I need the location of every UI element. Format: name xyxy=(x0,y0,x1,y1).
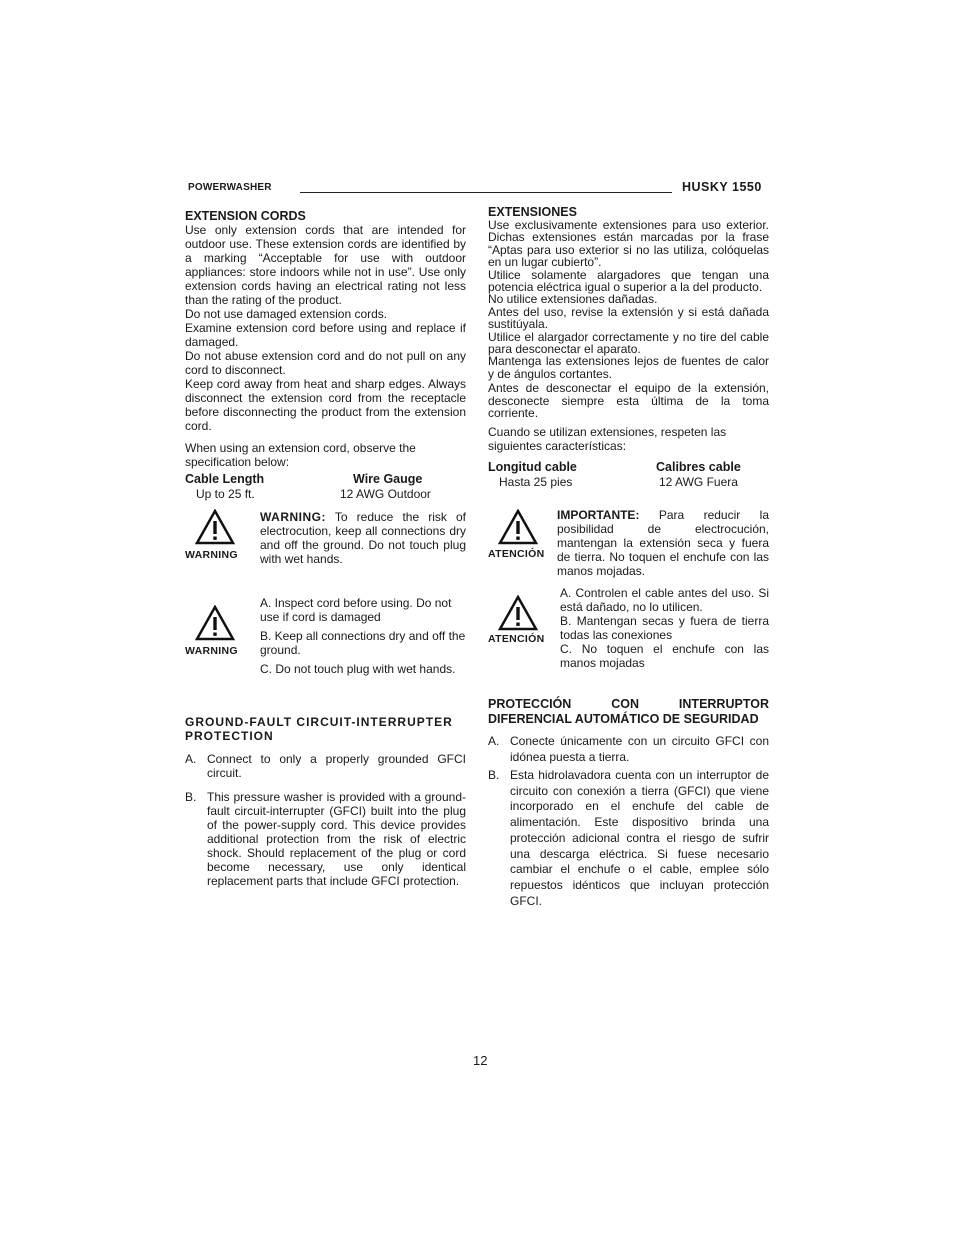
proteccion-item-a xyxy=(488,734,769,765)
warning-triangle-icon xyxy=(498,595,538,631)
extensiones-section xyxy=(488,205,769,420)
gfci-item-a-marker: A. xyxy=(185,752,197,766)
warning-1-lead: WARNING: xyxy=(260,510,326,524)
page-number: 12 xyxy=(473,1053,488,1068)
atencion-2-list xyxy=(560,586,769,670)
proteccion-item-a-marker: A. xyxy=(488,734,500,748)
spec-intro-es: Cuando se utilizan extensiones, respeten las siguientes características: xyxy=(488,425,727,453)
proteccion-item-b-marker: B. xyxy=(488,768,500,782)
extensiones-para-4: Antes del uso, revise la extensión y si está dañada sustitúyala. xyxy=(488,304,769,332)
warning-2-list xyxy=(260,596,466,676)
atencion-label: ATENCIÓN xyxy=(488,633,545,645)
warning-label: WARNING xyxy=(185,645,238,657)
extensiones-title: EXTENSIONES xyxy=(488,205,577,219)
gfci-item-a-text: Connect to only a properly grounded GFCI circuit. xyxy=(207,752,466,780)
importante-text xyxy=(557,508,769,578)
longitud-cable-value: Hasta 25 pies xyxy=(499,475,573,489)
atencion-2-item-a: A. Controlen el cable antes del uso. Si está dañado, no lo utilicen. xyxy=(560,586,769,614)
calibres-cable-header: Calibres cable xyxy=(656,460,741,474)
header-rule xyxy=(300,192,672,193)
extension-cords-title: EXTENSION CORDS xyxy=(185,209,306,223)
wire-gauge-header: Wire Gauge xyxy=(353,472,423,486)
extensiones-para-3: No utilice extensiones dañadas. xyxy=(488,292,658,307)
warning-2-item-a: A. Inspect cord before using. Do not use if cord is damaged xyxy=(260,596,452,624)
spec-intro: When using an extension cord, observe the specification below: xyxy=(185,441,416,469)
header-product-type: POWERWASHER xyxy=(188,182,272,193)
importante-lead: IMPORTANTE: xyxy=(557,508,640,522)
extensiones-para-1: Use exclusivamente extensiones para uso exterior. Dichas extensiones están marcadas por la frase “Aptas para uso exterior si no las utiliza, colóquelas en un lugar cubierto”. xyxy=(488,218,769,270)
warning-label: WARNING xyxy=(185,549,238,561)
extension-cords-para-2: Do not use damaged extension cords. xyxy=(185,307,388,321)
atencion-2-item-b: B. Mantengan secas y fuera de tierra todas las conexiones xyxy=(560,614,769,642)
calibres-cable-value: 12 AWG Fuera xyxy=(659,475,738,489)
extensiones-para-5: Utilice el alargador correctamente y no tire del cable para desconectar el aparato. xyxy=(488,329,769,357)
cable-length-header: Cable Length xyxy=(185,472,265,486)
extension-cords-section xyxy=(185,209,466,433)
gfci-item-b xyxy=(185,790,466,888)
extension-cords-para-4: Do not abuse extension cord and do not pull on any cord to disconnect. xyxy=(185,349,466,377)
warning-triangle-icon xyxy=(195,509,235,545)
wire-gauge-value: 12 AWG Outdoor xyxy=(340,487,431,501)
warning-1-text xyxy=(260,510,466,566)
warning-2-item-b: B. Keep all connections dry and off the ground. xyxy=(260,629,466,657)
extensiones-para-6: Mantenga las extensiones lejos de fuentes de calor y de ángulos cortantes. xyxy=(488,354,769,381)
longitud-cable-header: Longitud cable xyxy=(488,460,577,474)
proteccion-item-b-text: Esta hidrolavadora cuenta con un interruptor de circuito con conexión a tierra (GFCI) que viene incorporado en el enchufe del cable de alimentación. Este dispositivo brinda una protección adicional contra el riesgo de sufrir una descarga eléctrica. Si fuese necesario cambiar el enchufe o el cable, emplee sólo repuestos idénticos que incluyan protección GFCI. xyxy=(510,768,769,908)
gfci-title: GROUND-FAULT CIRCUIT-INTERRUPTER PROTECTION xyxy=(185,715,453,743)
header-model: HUSKY 1550 xyxy=(682,180,762,194)
proteccion-title: PROTECCIÓN CON INTERRUPTOR DIFERENCIAL AUTOMÁTICO DE SEGURIDAD xyxy=(488,697,769,726)
extension-cords-para-1: Use only extension cords that are intended for outdoor use. These extension cords are identified by a marking “Acceptable for use with outdoor appliances: store indoors while not in use”. Use only extension cords having an electrical rating not less than the rating of the product. xyxy=(185,223,466,307)
warning-triangle-icon xyxy=(498,509,538,545)
gfci-item-b-text: This pressure washer is provided with a ground-fault circuit-interrupter (GFCI) built into the plug of the power-supply cord. This device provides additional protection from the risk of electric shock. Should replacement of the plug or cord become necessary, use only identical replacement parts that include GFCI protection. xyxy=(207,790,466,888)
warning-triangle-icon xyxy=(195,605,235,641)
warning-1-body: To reduce the risk of electrocution, keep all connections dry and off the ground. Do not touch plug with wet hands. xyxy=(260,510,466,566)
extensiones-para-7: Antes de desconectar el equipo de la extensión, desconecte siempre esta última de la toma corriente. xyxy=(488,381,769,421)
importante-body: Para reducir la posibilidad de electrocución, mantengan la extensión seca y fuera de tierra. No toquen el enchufe con las manos mojadas. xyxy=(557,508,769,578)
proteccion-item-b xyxy=(488,768,769,909)
extension-cords-para-3: Examine extension cord before using and replace if damaged. xyxy=(185,321,466,349)
extension-cords-para-5: Keep cord away from heat and sharp edges. Always disconnect the extension cord from the receptacle before disconnecting the product from the extension cord. xyxy=(185,377,466,433)
gfci-item-a xyxy=(185,752,466,780)
cable-length-value: Up to 25 ft. xyxy=(196,487,255,501)
atencion-label: ATENCIÓN xyxy=(488,548,545,560)
extensiones-para-2: Utilice solamente alargadores que tengan una potencia eléctrica igual o superior a la del producto. xyxy=(488,267,769,295)
gfci-item-b-marker: B. xyxy=(185,790,197,804)
atencion-2-item-c: C. No toquen el enchufe con las manos mojadas xyxy=(560,642,769,670)
proteccion-item-a-text: Conecte únicamente con un circuito GFCI con idónea puesta a tierra. xyxy=(510,734,769,764)
warning-2-item-c: C. Do not touch plug with wet hands. xyxy=(260,662,456,676)
